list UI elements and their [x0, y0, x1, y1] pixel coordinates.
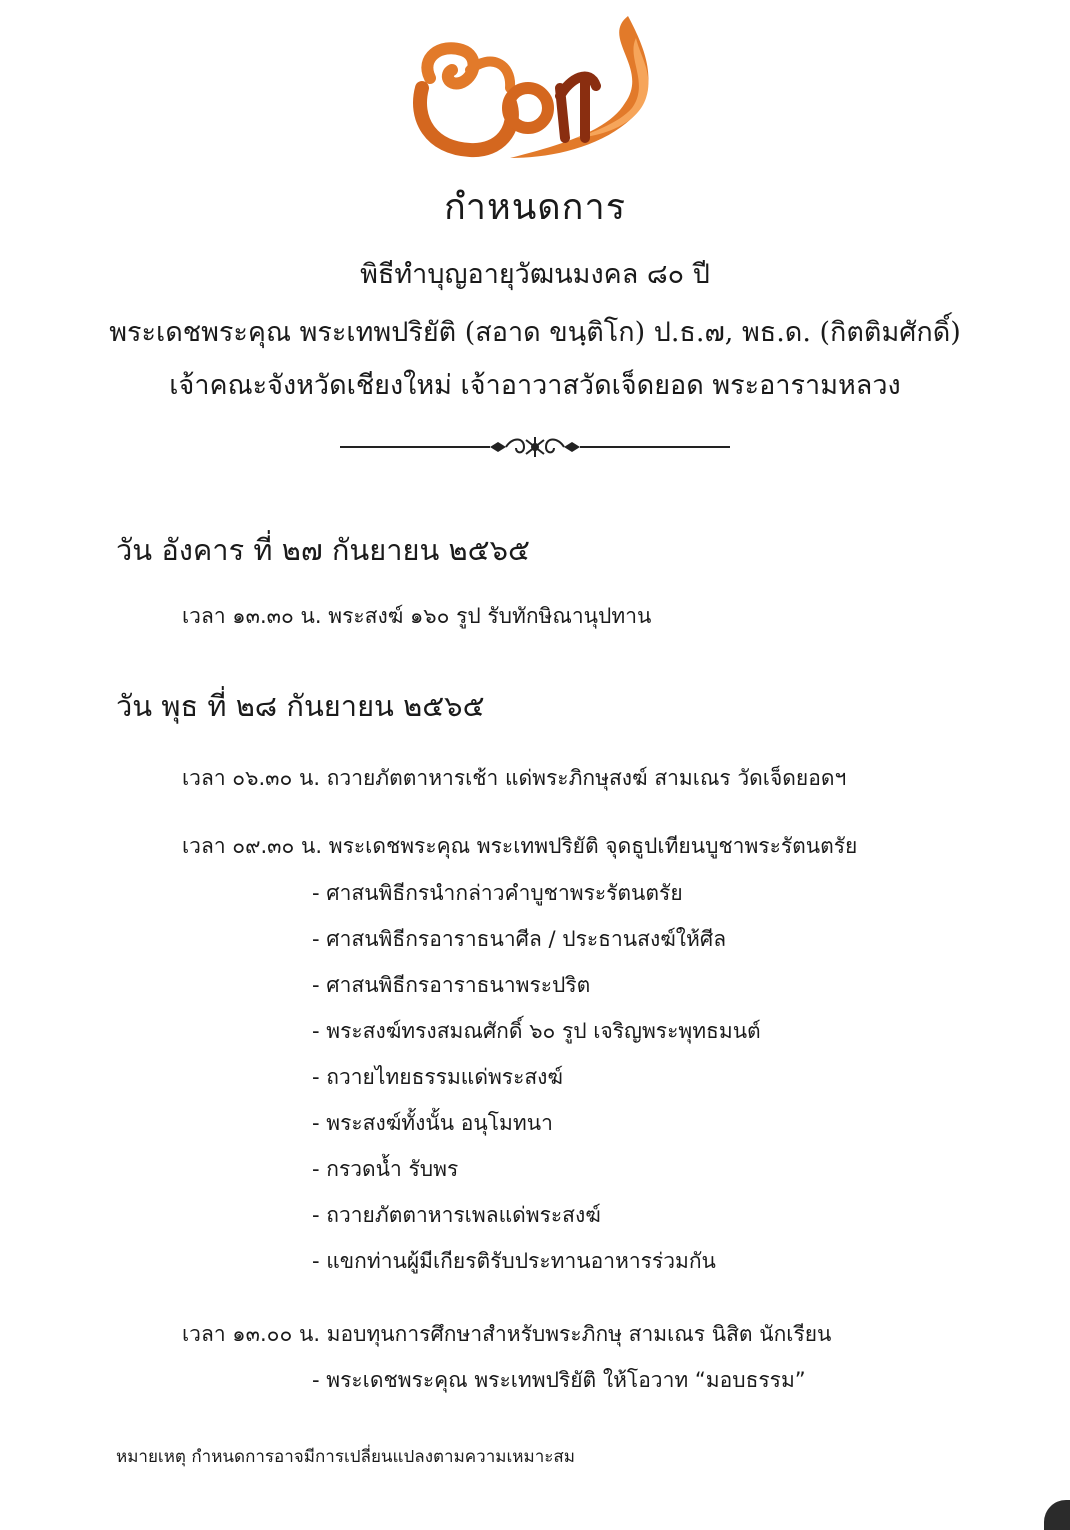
schedule-subitem: - แขกท่านผู้มีเกียรติรับประทานอาหารร่วมกัน [312, 1249, 716, 1273]
schedule-subitem: - พระสงฆ์ทรงสมณศักดิ์ ๖๐ รูป เจริญพระพุทธมนต์ [312, 1019, 761, 1043]
schedule-subitem: - ศาสนพิธีกรอาราธนาศีล / ประธานสงฆ์ให้ศีล [312, 927, 727, 951]
day-heading-tuesday: วัน อังคาร ที่ ๒๗ กันยายน ๒๕๖๕ [116, 533, 530, 567]
decorative-divider-icon [340, 432, 730, 462]
event-logo [400, 8, 660, 173]
footnote: หมายเหตุ กำหนดการอาจมีการเปลี่ยนแปลงตามความเหมาะสม [116, 1447, 575, 1467]
schedule-item: เวลา ๑๓.๓๐ น. พระสงฆ์ ๑๖๐ รูป รับทักษิณานุปทาน [182, 604, 652, 628]
schedule-subitem: - กรวดน้ำ รับพร [312, 1157, 459, 1181]
schedule-subitem: - ถวายไทยธรรมแด่พระสงฆ์ [312, 1065, 564, 1089]
honoree-name: พระเดชพระคุณ พระเทพปริยัติ (สอาด ขนฺติโก) ป.ธ.๗, พธ.ด. (กิตติมศักดิ์) [109, 317, 961, 348]
schedule-item: เวลา ๐๙.๓๐ น. พระเดชพระคุณ พระเทพปริยัติ จุดธูปเทียนบูชาพระรัตนตรัย [182, 834, 858, 858]
flame-logo-icon [400, 8, 660, 173]
schedule-subitem: - ถวายภัตตาหารเพลแด่พระสงฆ์ [312, 1203, 601, 1227]
corner-shadow [1044, 1500, 1070, 1530]
schedule-subitem: - พระเดชพระคุณ พระเทพปริยัติ ให้โอวาท “มอบธรรม” [312, 1368, 806, 1392]
schedule-subitem: - ศาสนพิธีกรนำกล่าวคำบูชาพระรัตนตรัย [312, 881, 683, 905]
schedule-item: เวลา ๐๖.๓๐ น. ถวายภัตตาหารเช้า แด่พระภิกษุสงฆ์ สามเณร วัดเจ็ดยอดฯ [182, 766, 847, 790]
honoree-position: เจ้าคณะจังหวัดเชียงใหม่ เจ้าอาวาสวัดเจ็ดยอด พระอารามหลวง [169, 370, 901, 401]
schedule-subitem: - พระสงฆ์ทั้งนั้น อนุโมทนา [312, 1111, 553, 1135]
schedule-item: เวลา ๑๓.๐๐ น. มอบทุนการศึกษาสำหรับพระภิกษุ สามเณร นิสิต นักเรียน [182, 1322, 832, 1346]
schedule-subitem: - ศาสนพิธีกรอาราธนาพระปริต [312, 973, 591, 997]
day-heading-wednesday: วัน พุธ ที่ ๒๘ กันยายน ๒๕๖๕ [116, 689, 485, 723]
ceremony-name: พิธีทำบุญอายุวัฒนมงคล ๘๐ ปี [360, 259, 710, 290]
page-title: กำหนดการ [443, 187, 627, 228]
